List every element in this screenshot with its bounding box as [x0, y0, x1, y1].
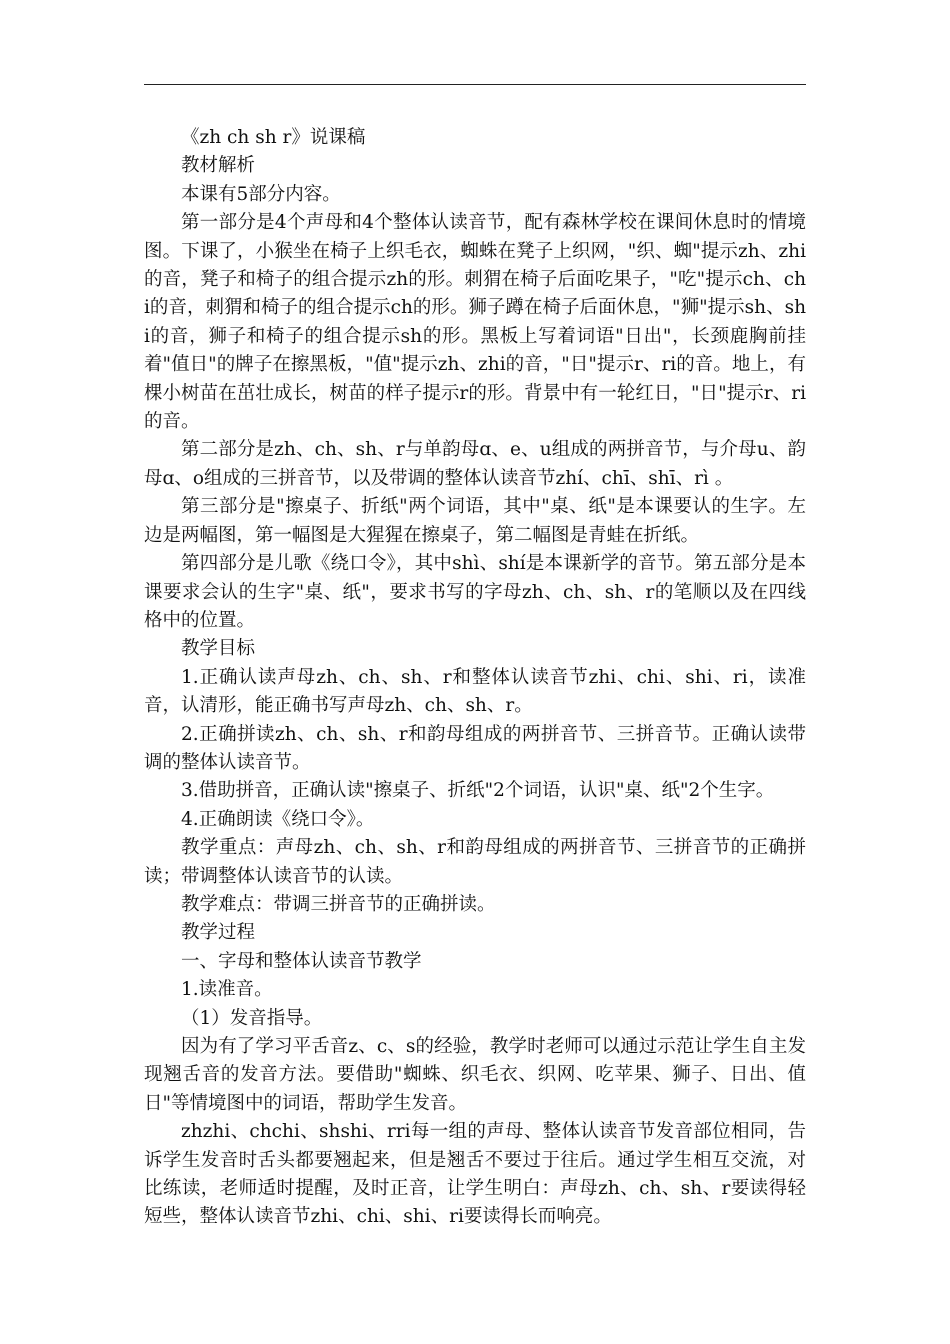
paragraph-part-one: 第一部分是4个声母和4个整体认读音节，配有森林学校在课间休息时的情境图。下课了，小猴坐在椅子上织毛衣，蜘蛛在凳子上织网，"织、蜘"提示zh、zhi的音，凳子和椅子的组合提示zh的形。刺猬在椅子后面吃果子，"吃"提示ch、chi的音，刺猬和椅子的组合提示ch的形。狮子蹲在椅子后面休息，"狮"提示sh、shi的音，狮子和椅子的组合提示sh的形。黑板上写着词语"日出"，长颈鹿胸前挂着"值日"的牌子在擦黑板，"值"提示zh、zhi的音，"日"提示r、ri的音。地上，有棵小树苗在茁壮成长，树苗的样子提示r的形。背景中有一轮红日，"日"提示r、ri的音。	[144, 212, 806, 433]
objective-item-2: 2.正确拼读zh、ch、sh、r和韵母组成的两拼音节、三拼音节。正确认读带调的整体认读音节。	[144, 723, 806, 773]
document-title: 《zh ch sh r》说课稿	[181, 127, 366, 148]
subheading-pronunciation: 1.读准音。	[181, 979, 273, 1001]
objective-item-4: 4.正确朗读《绕口令》。	[181, 808, 375, 830]
section-heading-process: 教学过程	[181, 922, 256, 944]
subheading-guidance: （1）发音指导。	[181, 1007, 323, 1029]
section-heading-objectives: 教学目标	[181, 638, 256, 660]
paragraph-intro: 本课有5部分内容。	[181, 183, 341, 205]
paragraph-guidance-detail: zhzhi、chchi、shshi、rri每一组的声母、整体认读音节发音部位相同，告诉学生发音时舌头都要翘起来，但是翘舌不要过于往后。通过学生相互交流，对比练读，老师适时提醒，及时正音，让学生明白：声母zh、ch、sh、r要读得轻短些，整体认读音节zhi、chi、shi、ri要读得长而响亮。	[144, 1121, 806, 1228]
objective-item-3: 3.借助拼音，正确认读"擦桌子、折纸"2个词语，认识"桌、纸"2个生字。	[181, 780, 775, 802]
paragraph-part-three: 第三部分是"擦桌子、折纸"两个词语，其中"桌、纸"是本课要认的生字。左边是两幅图，第一幅图是大猩猩在擦桌子，第二幅图是青蛙在折纸。	[144, 496, 806, 546]
paragraph-guidance-method: 因为有了学习平舌音z、c、s的经验，教学时老师可以通过示范让学生自主发现翘舌音的发音方法。要借助"蜘蛛、织毛衣、织网、吃苹果、狮子、日出、值日"等情境图中的词语，帮助学生发音。	[144, 1036, 806, 1114]
subheading-letters: 一、字母和整体认读音节教学	[181, 950, 422, 972]
paragraph-key-points: 教学重点：声母zh、ch、sh、r和韵母组成的两拼音节、三拼音节的正确拼读；带调整体认读音节的认读。	[144, 837, 806, 887]
paragraph-part-two: 第二部分是zh、ch、sh、r与单韵母ɑ、e、u组成的两拼音节，与介母u、韵母ɑ、o组成的三拼音节，以及带调的整体认读音节zhí、chī、shī、rì 。	[144, 439, 806, 489]
header-rule	[144, 84, 806, 85]
paragraph-part-four-five: 第四部分是儿歌《绕口令》，其中shì、shí是本课新学的音节。第五部分是本课要求会认的生字"桌、纸"，要求书写的字母zh、ch、sh、r的笔顺以及在四线格中的位置。	[144, 553, 806, 631]
objective-item-1: 1.正确认读声母zh、ch、sh、r和整体认读音节zhi、chi、shi、ri，读准音，认清形，能正确书写声母zh、ch、sh、r。	[144, 666, 806, 717]
section-heading-textbook-analysis: 教材解析	[181, 155, 256, 177]
paragraph-difficulties: 教学难点：带调三拼音节的正确拼读。	[181, 893, 496, 915]
document-body	[144, 124, 806, 1232]
